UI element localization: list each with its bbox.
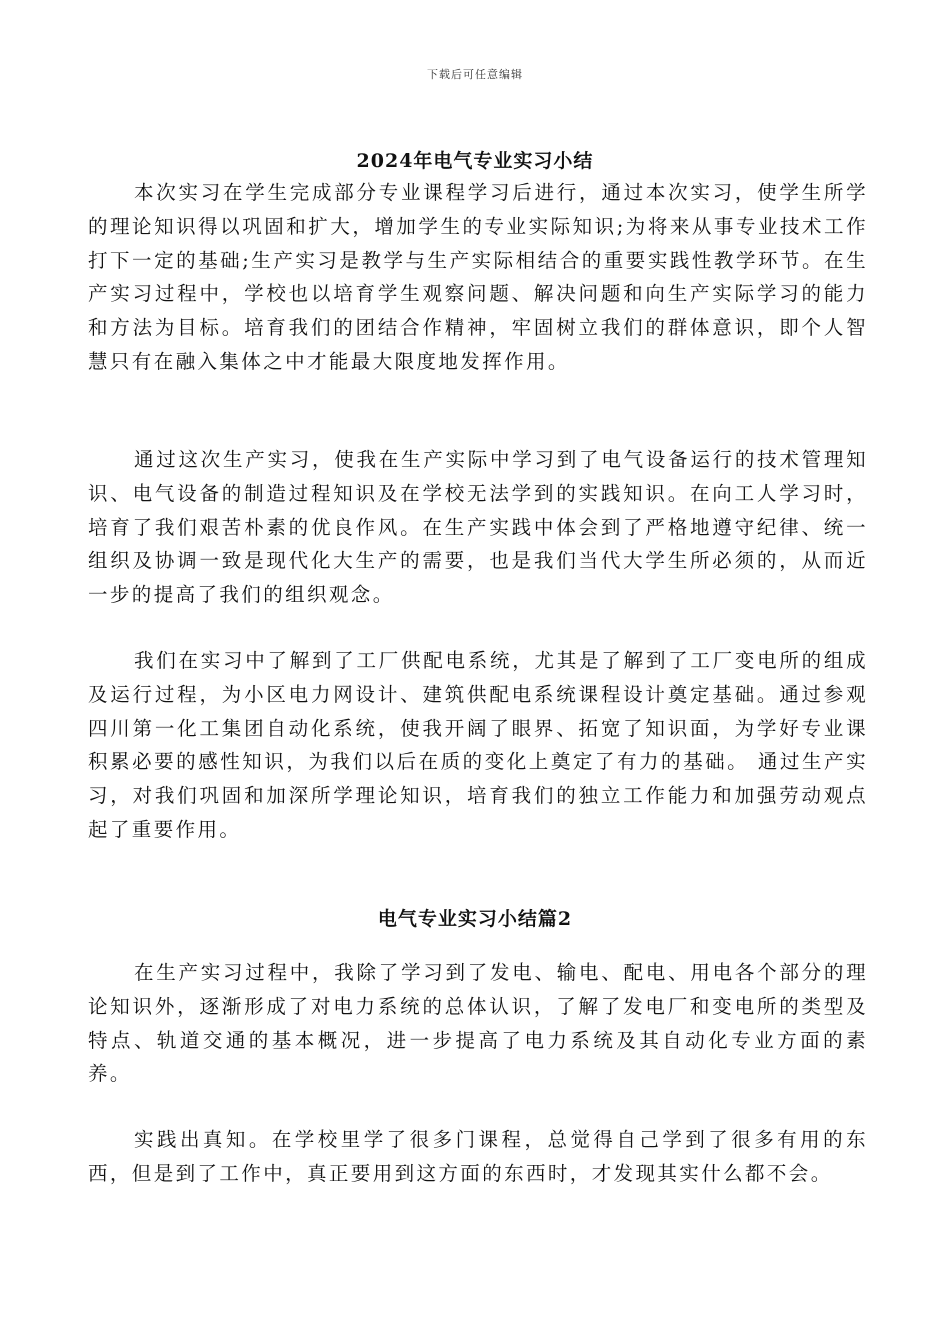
- paragraph-3: 我们在实习中了解到了工厂供配电系统，尤其是了解到了工厂变电所的组成及运行过程，为小区电力网设计、建筑供配电系统课程设计奠定基础。通过参观四川第一化工集团自动化系统，使我开阔了眼界、拓宽了知识面，为学好专业课积累必要的感性知识，为我们以后在质的变化上奠定了有力的基础。 通过生产实习，对我们巩固和加深所学理论知识，培育我们的独立工作能力和加强劳动观点起了重要作用。: [88, 649, 868, 841]
- section-2-paragraph-1: 在生产实习过程中，我除了学习到了发电、输电、配电、用电各个部分的理论知识外，逐渐形成了对电力系统的总体认识，了解了发电厂和变电所的类型及特点、轨道交通的基本概况，进一步提高了电力系统及其自动化专业方面的素养。: [88, 961, 868, 1086]
- paragraph-2: 通过这次生产实习，使我在生产实际中学习到了电气设备运行的技术管理知识、电气设备的制造过程知识及在学校无法学到的实践知识。在向工人学习时，培育了我们艰苦朴素的优良作风。在生产实践中体会到了严格地遵守纪律、统一组织及协调一致是现代化大生产的需要，也是我们当代大学生所必须的，从而近一步的提高了我们的组织观念。: [88, 448, 868, 607]
- header-note: 下载后可任意编辑: [427, 68, 523, 81]
- section-2-paragraph-2: 实践出真知。在学校里学了很多门课程，总觉得自己学到了很多有用的东西，但是到了工作中，真正要用到这方面的东西时，才发现其实什么都不会。: [88, 1128, 868, 1185]
- document-title: 2024年电气专业实习小结: [356, 150, 594, 172]
- paragraph-1: 本次实习在学生完成部分专业课程学习后进行，通过本次实习，使学生所学的理论知识得以巩固和扩大，增加学生的专业实际知识;为将来从事专业技术工作打下一定的基础;生产实习是教学与生产实际相结合的重要实践性教学环节。在生产实习过程中，学校也以培育学生观察问题、解决问题和向生产实际学习的能力和方法为目标。培育我们的团结合作精神，牢固树立我们的群体意识，即个人智慧只有在融入集体之中才能最大限度地发挥作用。: [88, 181, 868, 373]
- section-2-title: 电气专业实习小结篇2: [377, 908, 573, 930]
